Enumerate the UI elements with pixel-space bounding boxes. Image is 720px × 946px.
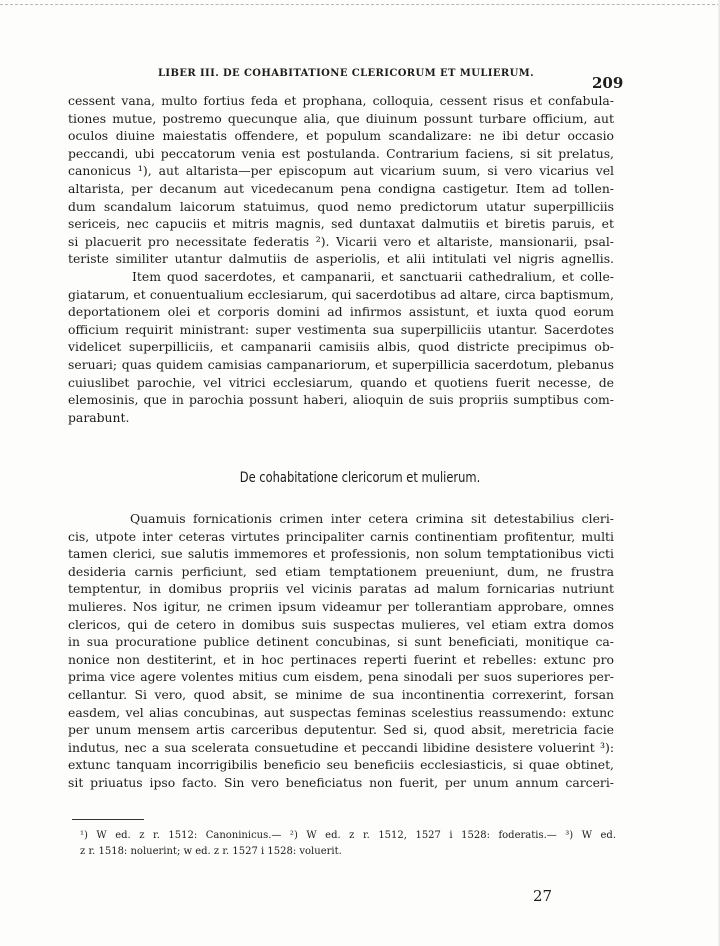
text-line: indutus, nec a sua scelerata consuetudine et peccandi libidine desistere voluerint ³):: [68, 739, 614, 755]
text-line: si placuerit pro necessitate federatis ²). Vicarii vero et altariste, mansionarii, psal-: [68, 233, 614, 249]
text-line: tamen clerici, sue salutis immemores et professionis, non solum temptationibus victi: [68, 546, 614, 562]
text-line: giatarum, et conuentualium ecclesiarum, qui sacerdotibus ad altare, circa baptismum,: [68, 286, 614, 302]
text-line: cuiuslibet parochie, vel vitrici ecclesiarum, quando et quotiens fuerit necesse, de: [68, 374, 614, 390]
text-line: elemosinis, que in parochia possunt haberi, alioquin de suis propriis sumptibus com-: [68, 392, 614, 408]
footnotes: [80, 828, 616, 860]
text-line: Item quod sacerdotes, et campanarii, et sanctuarii cathedralium, et colle-: [132, 269, 614, 284]
text-line: extunc tanquam incorrigibilis beneficio seu beneficiis ecclesiasticis, si quae obtinet,: [68, 757, 614, 773]
footnote-divider: [72, 819, 144, 820]
text-line: seruari; quas quidem camisias campanariorum, et superpillicia sacerdotum, plebanus: [68, 356, 614, 372]
text-line: videlicet superpilliciis, et campanarii camisiis albis, quod districte precipimus ob-: [68, 339, 614, 355]
signature-mark: 27: [533, 887, 553, 905]
text-line: cis, utpote inter ceteras virtutes principaliter carnis continentiam profitentur, multi: [68, 528, 614, 544]
text-line: parabunt.: [68, 409, 130, 425]
text-line: per unum mensem artis carceribus deputentur. Sed si, quod absit, meretricia facie: [68, 722, 614, 738]
text-line: temptentur, in domibus propriis vel vicinis paratas ad malum fornicarias nutriunt: [68, 581, 614, 597]
text-line: tiones mutue, postremo quecunque alia, que diuinum possunt turbare officium, aut: [68, 110, 614, 126]
text-line: officium requirit ministrant: super vestimenta sua superpilliciis utantur. Sacerdotes: [68, 321, 614, 337]
text-line: peccandi, ubi peccatorum venia est postulanda. Contrarium faciens, si sit prelatus,: [68, 145, 614, 161]
text-line: clericos, qui de cetero in domibus suis suspectas mulieres, vel etiam extra domos: [68, 616, 614, 632]
text-line: oculos diuine maiestatis offendere, et populum scandalizare: ne ibi detur occasio: [68, 128, 614, 144]
text-line: cessent vana, multo fortius feda et prophana, colloquia, cessent risus et confabula-: [68, 93, 614, 108]
text-line: altarista, per decanum aut vicedecanum pena condigna castigetur. Item ad tollen-: [68, 180, 614, 196]
text-line: prima vice agere volentes mitius cum eisdem, pena sinodali per suos superiores per-: [68, 669, 614, 685]
text-line: nonice non destiterint, et in hoc pertinaces reperti fuerint et rebelles: extunc pro: [68, 651, 614, 667]
text-line: mulieres. Nos igitur, ne crimen ipsum videamur per tollerantiam approbare, omnes: [68, 598, 614, 614]
text-line: canonicus ¹), aut altarista—per episcopum aut vicarium suum, si vero vicarius vel: [68, 163, 614, 179]
text-line: easdem, vel alias concubinas, aut suspectas feminas scelestius reassumendo: extunc: [68, 704, 614, 720]
paragraph-item-quod: [68, 268, 614, 426]
footnote-line: z r. 1518: noluerint; w ed. z r. 1527 i 1528: voluerit.: [80, 846, 342, 857]
paragraph-cohabitation: [68, 510, 614, 792]
page-number: 209: [592, 74, 624, 92]
text-line: Quamuis fornicationis crimen inter cetera crimina sit detestabilius cleri-: [130, 511, 614, 526]
text-line: deportationem olei et corporis domini ad infirmos assistunt, et iuxta quod eorum: [68, 304, 614, 320]
running-header: LIBER III. DE COHABITATIONE CLERICORUM ET MULIERUM.: [158, 68, 535, 79]
footnote-line: ¹) W ed. z r. 1512: Canoninicus.— ²) W ed. z r. 1512, 1527 i 1528: foderatis.— ³) W ed.: [80, 830, 616, 841]
section-heading: De cohabitatione clericorum et mulierum.: [239, 470, 481, 486]
text-line: desideria carnis perficiunt, sed etiam temptationem preueniunt, dum, ne frustra: [68, 563, 614, 579]
paragraph-continuation: [68, 92, 614, 268]
top-edge-rule: [0, 4, 720, 5]
text-line: cellantur. Si vero, quod absit, se minime de sua incontinentia correxerint, forsan: [68, 686, 614, 702]
text-line: sericeis, nec capuciis et mitris magnis, sed duntaxat dalmutiis et biretis paruis, et: [68, 216, 614, 232]
text-line: dum scandalum laicorum statuimus, quod nemo predictorum utatur superpilliciis: [68, 198, 614, 214]
text-line: in sua procuratione publice detinent concubinas, si sunt beneficiati, monitique ca-: [68, 634, 614, 650]
text-line: teriste similiter utantur dalmutiis de asperiolis, et alii intitulati vel nigris agnellis.: [68, 251, 614, 267]
text-line: sit priuatus ipso facto. Sin vero beneficiatus non fuerit, per unum annum carceri-: [68, 774, 614, 790]
